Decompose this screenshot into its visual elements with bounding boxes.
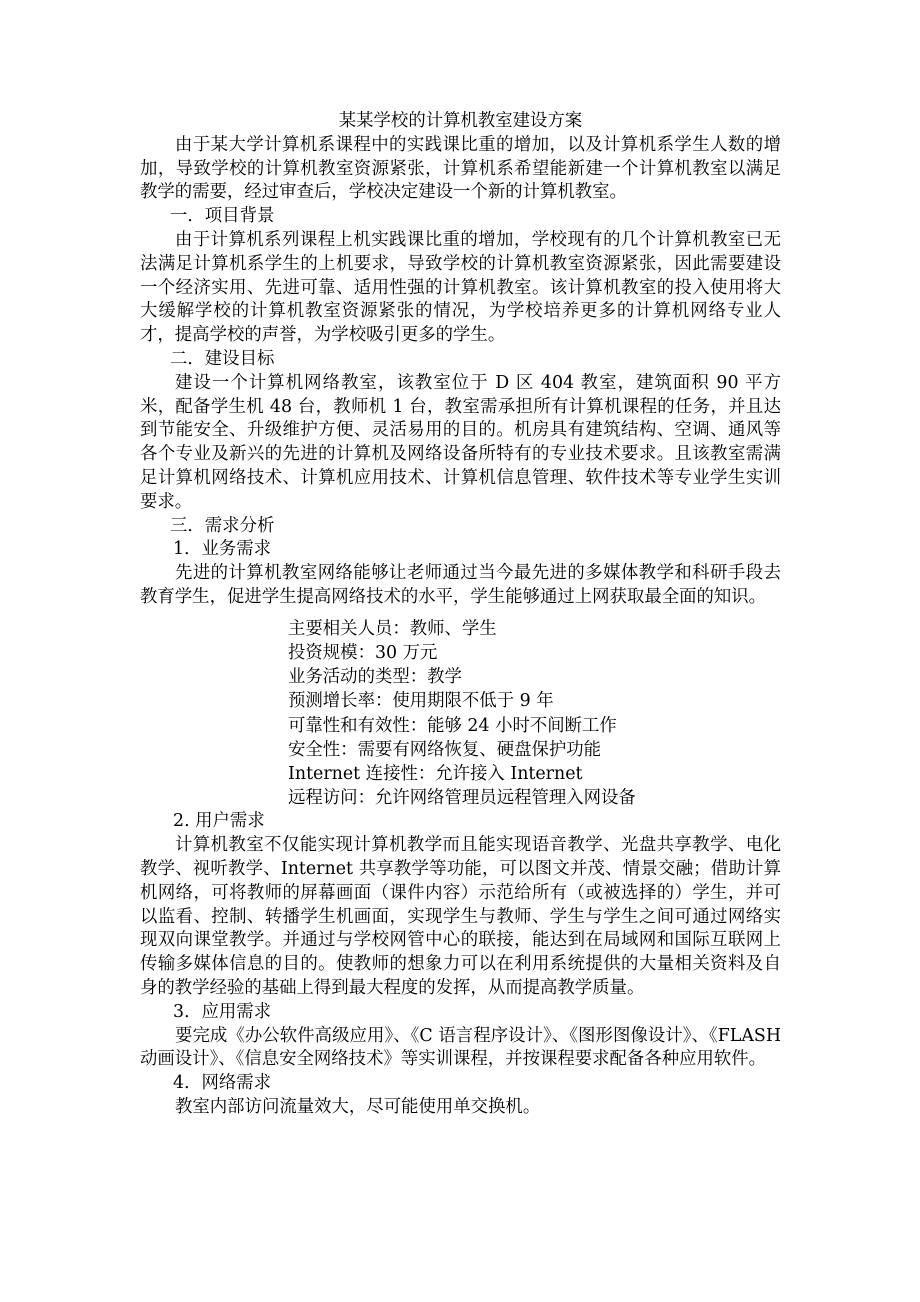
subsection-heading-user: 2. 用户需求 xyxy=(173,811,265,832)
document-page xyxy=(140,110,781,1120)
list-item: 预测增长率：使用期限不低于 9 年 xyxy=(288,691,554,712)
list-item: 安全性：需要有网络恢复、硬盘保护功能 xyxy=(288,739,602,760)
subsection-body-user: 计算机教室不仅能实现计算机教学而且能实现语音教学、光盘共享教学、电化教学、视听教学、Internet 共享教学等功能，可以图文并茂、情景交融；借助计算机网络，可将教师的屏幕画面（课件内容）示范给所有（或被选择的）学生，并可以监看、控制、转播学生机画面，实现学生与教师、学生与学生之间可通过网络实现双向课堂教学。并通过与学校网管中心的联接，能达到在局域网和国际互联网上传输多媒体信息的目的。使教师的想象力可以在利用系统提供的大量相关资料及自身的教学经验的基础上得到最大程度的发挥，从而提高教学质量。 xyxy=(140,835,781,998)
list-item: 投资规模：30 万元 xyxy=(288,642,438,663)
list-item: Internet 连接性：允许接入 Internet xyxy=(288,763,583,784)
section-heading-background: 一．项目背景 xyxy=(170,206,275,227)
section-heading-requirements: 三．需求分析 xyxy=(170,515,275,536)
list-item: 远程访问：允许网络管理员远程管理入网设备 xyxy=(288,788,636,809)
intro-paragraph: 由于某大学计算机系课程中的实践课比重的增加，以及计算机系学生人数的增加，导致学校的计算机教室资源紧张，计算机系希望能新建一个计算机教室以满足教学的需要，经过审查后，学校决定建设一个新的计算机教室。 xyxy=(140,134,781,203)
document-title: 某某学校的计算机教室建设方案 xyxy=(338,111,583,131)
section-body-background: 由于计算机系列课程上机实践课比重的增加，学校现有的几个计算机教室已无法满足计算机系学生的上机要求，导致学校的计算机教室资源紧张，因此需要建设一个经济实用、先进可靠、适用性强的计算机教室。该计算机教室的投入使用将大大缓解学校的计算机教室资源紧张的情况，为学校培养更多的计算机网络专业人才，提高学校的声誉，为学校吸引更多的学生。 xyxy=(140,229,781,346)
list-item: 可靠性和有效性：能够 24 小时不间断工作 xyxy=(288,715,617,736)
business-requirements-list xyxy=(140,617,781,811)
subsection-heading-network: 4．网络需求 xyxy=(173,1073,272,1094)
subsection-body-business: 先进的计算机教室网络能够让老师通过当今最先进的多媒体教学和科研手段去教育学生，促进学生提高网络技术的水平，学生能够通过上网获取最全面的知识。 xyxy=(140,563,781,607)
section-heading-goals: 二．建设目标 xyxy=(170,348,275,369)
subsection-heading-business: 1．业务需求 xyxy=(173,539,272,560)
subsection-heading-application: 3．应用需求 xyxy=(173,1001,272,1022)
section-body-goals: 建设一个计算机网络教室，该教室位于 D 区 404 教室，建筑面积 90 平方米，配备学生机 48 台，教师机 1 台，教室需承担所有计算机课程的任务，并且达到节能安全、升级维护方便、灵活易用的目的。机房具有建筑结构、空调、通风等各个专业及新兴的先进的计算机及网络设备所特有的专业技术要求。且该教室需满足计算机网络技术、计算机应用技术、计算机信息管理、软件技术等专业学生实训要求。 xyxy=(140,372,781,512)
list-item: 主要相关人员：教师、学生 xyxy=(288,618,497,639)
list-item: 业务活动的类型：教学 xyxy=(288,667,462,688)
subsection-body-network: 教室内部访问流量效大，尽可能使用单交换机。 xyxy=(175,1096,541,1117)
subsection-body-application: 要完成《办公软件高级应用》、《C 语言程序设计》、《图形图像设计》、《FLASH 动画设计》、《信息安全网络技术》等实训课程，并按课程要求配备各种应用软件。 xyxy=(140,1025,781,1070)
